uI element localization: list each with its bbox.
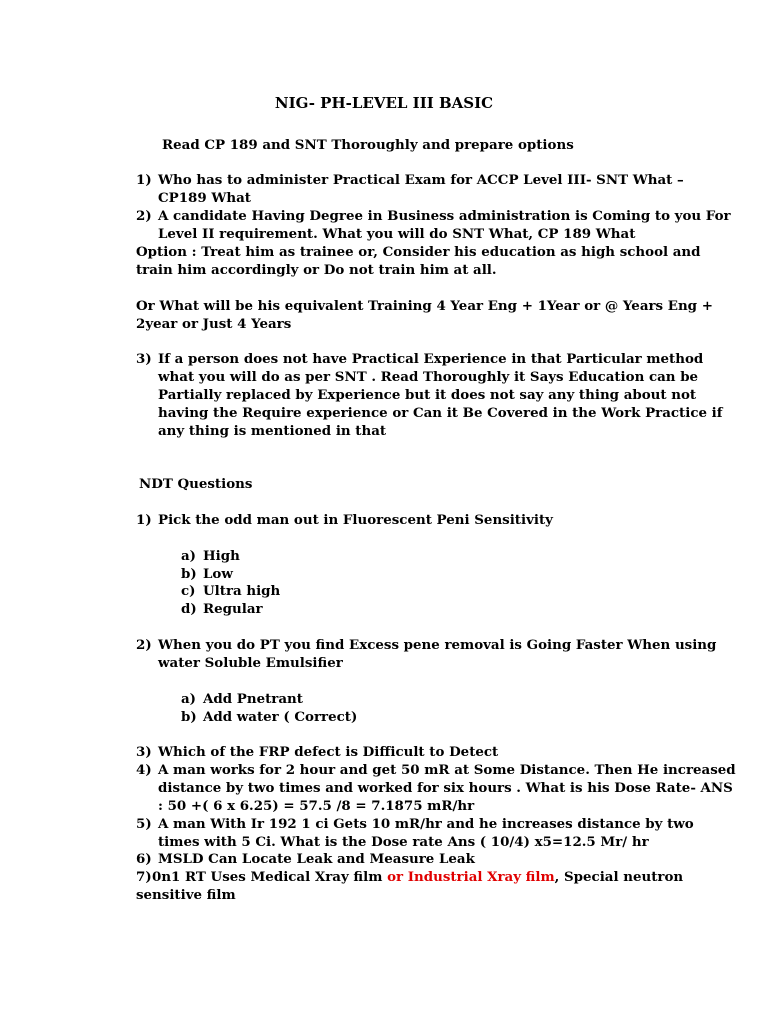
question-number: 1) — [136, 172, 152, 188]
question-number: 2) — [136, 637, 152, 653]
option-text: Low — [203, 566, 233, 582]
question-line: CP189 What — [158, 190, 251, 206]
option-letter: a) — [181, 548, 197, 564]
question-line: sensitive film — [136, 887, 236, 903]
option-text: Ultra high — [203, 583, 281, 599]
question-line: MSLD Can Locate Leak and Measure Leak — [158, 851, 475, 867]
option-letter: d) — [181, 601, 197, 617]
question-line: Which of the FRP defect is Difficult to Detect — [158, 744, 499, 760]
question-line — [152, 868, 683, 886]
question-line: When you do PT you find Excess pene removal is Going Faster When using — [158, 637, 717, 653]
equivalent-training-text: 2year or Just 4 Years — [136, 316, 292, 332]
question-line: A candidate Having Degree in Business administration is Coming to you For — [158, 208, 731, 224]
question-line: what you will do as per SNT . Read Thoroughly it Says Education can be — [158, 369, 699, 385]
option-text: train him accordingly or Do not train him at all. — [136, 262, 497, 278]
question-line: A man works for 2 hour and get 50 mR at Some Distance. Then He increased — [158, 762, 736, 778]
question-line: Pick the odd man out in Fluorescent Peni Sensitivity — [158, 512, 553, 528]
question-text-end: , Special neutron — [554, 869, 684, 885]
question-line: distance by two times and worked for six hours . What is his Dose Rate- ANS — [158, 780, 733, 796]
option-text: Add Pnetrant — [203, 691, 303, 707]
question-number: 1) — [136, 512, 152, 528]
option-letter: b) — [181, 709, 197, 725]
question-number: 5) — [136, 816, 152, 832]
question-line: any thing is mentioned in that — [158, 423, 387, 439]
option-text: High — [203, 548, 240, 564]
question-number: 3) — [136, 744, 152, 760]
question-line: A man With Ir 192 1 ci Gets 10 mR/hr and he increases distance by two — [158, 816, 694, 832]
question-number: 6) — [136, 851, 152, 867]
question-text-start: 0n1 RT Uses Medical Xray film — [152, 869, 388, 885]
question-line: Level II requirement. What you will do SNT What, CP 189 What — [158, 226, 636, 242]
equivalent-training-text: Or What will be his equivalent Training 4 Year Eng + 1Year or @ Years Eng + — [136, 298, 713, 314]
option-text: Option : Treat him as trainee or, Consider his education as high school and — [136, 244, 701, 260]
question-number: 4) — [136, 762, 152, 778]
question-line: : 50 +( 6 x 6.25) = 57.5 /8 = 7.1875 mR/hr — [158, 798, 475, 814]
question-line: Partially replaced by Experience but it does not say any thing about not — [158, 387, 697, 403]
question-line: having the Require experience or Can it Be Covered in the Work Practice if — [158, 405, 723, 421]
question-number: 2) — [136, 208, 152, 224]
option-text: Add water ( Correct) — [203, 709, 358, 725]
question-line: times with 5 Ci. What is the Dose rate Ans ( 10/4) x5=12.5 Mr/ hr — [158, 834, 649, 850]
ndt-heading: NDT Questions — [139, 476, 253, 492]
intro-text: Read CP 189 and SNT Thoroughly and prepare options — [162, 137, 574, 153]
option-text: Regular — [203, 601, 263, 617]
highlighted-answer: or Industrial Xray film — [387, 869, 555, 885]
question-line: Who has to administer Practical Exam for ACCP Level III- SNT What – — [158, 172, 684, 188]
option-letter: c) — [181, 583, 196, 599]
option-letter: a) — [181, 691, 197, 707]
question-number: 7) — [136, 869, 152, 885]
page-title: NIG- PH-LEVEL III BASIC — [274, 94, 494, 112]
option-letter: b) — [181, 566, 197, 582]
question-number: 3) — [136, 351, 152, 367]
question-line: water Soluble Emulsifier — [158, 655, 343, 671]
question-line: If a person does not have Practical Experience in that Particular method — [158, 351, 704, 367]
